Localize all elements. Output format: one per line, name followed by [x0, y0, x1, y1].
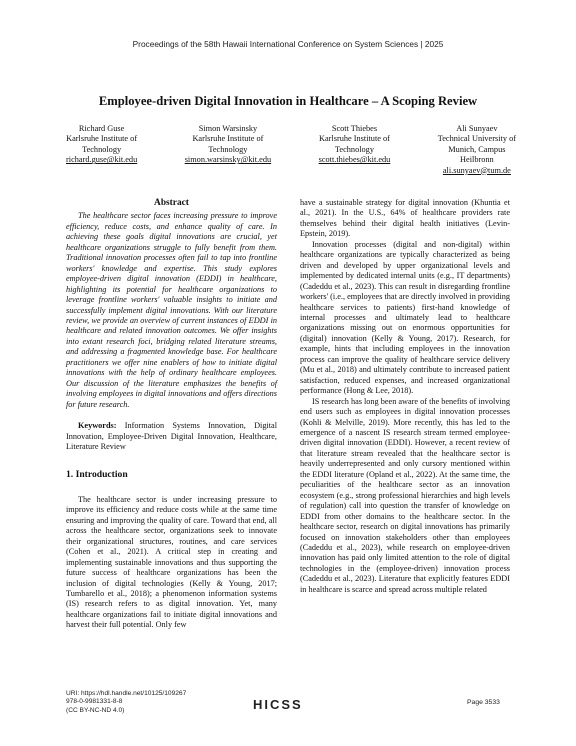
- hicss-logo: HICSS: [253, 697, 303, 712]
- author-name: Scott Thiebes: [331, 124, 378, 133]
- author: [185, 124, 271, 176]
- author-email-link[interactable]: simon.warsinsky@kit.edu: [184, 155, 272, 165]
- author-name: Ali Sunyaev: [456, 124, 498, 133]
- paragraph: The healthcare sector is under increasing pressure to improve its efficiency and reduce costs while at the same time ensuring and improving the quality of care. Toward that end, all across the healthcare sector, organizations seek to innovate their organizational structures, routines, and care services (Cohen et al., 2021). A critical step in creating and implementing sustainable innovations and thus supporting the future success of healthcare organizations has been the inclusion of digital technologies (Kelly & Young, 2017; Tumbarello et al., 2018); a phenomenon information systems (IS) research refers to as digital innovation. Yet, many healthcare organizations fail to initiate digital innovations and harvest their full potential. Only few: [66, 494, 277, 630]
- paragraph: IS research has long been aware of the benefits of involving end users such as employees in digital innovation processes (Kohli & Melville, 2019). More recently, this has led to the emergence of a nascent IS research stream termed employee-driven digital innovation (EDDI). However, a recent review of that literature stream revealed that the healthcare sector is heavily underrepresented and only cursory mentioned within the EDDI literature (Opland et al., 2022). At the same time, the peculiarities of the healthcare sector as an innovation ecosystem (e.g., strong professional hierarchies and high levels of regulation) call into question the transfer of knowledge on EDDI from other domains to the healthcare sector. In the healthcare sector, research on digital innovations has primarily focused on innovation stakeholders other than employees (Cadeddu et al., 2023), while research on employee-driven innovation has paid only limited attention to the role of digital technologies in the (employee-driven) innovation process (Cadeddu et al., 2023). Literature that explicitly features EDDI in healthcare is scarce and spread across multiple related: [300, 396, 510, 594]
- author-affiliation: Technology: [208, 144, 248, 154]
- author-affiliation: Technology: [82, 144, 122, 154]
- author: [66, 124, 137, 176]
- keywords-text: Information Systems Innovation, Digital Innovation, Employee-Driven Digital Innovation, Healthcare, Literature Review: [66, 421, 277, 451]
- author: [438, 124, 516, 176]
- author-affiliation: Technology: [334, 144, 374, 154]
- page-number: Page 3533: [467, 699, 500, 706]
- author-email-link[interactable]: richard.guse@kit.edu: [66, 155, 138, 165]
- left-column: [66, 198, 277, 631]
- conference-header: Proceedings of the 58th Hawaii International Conference on System Sciences | 2025: [132, 39, 444, 49]
- section-heading-introduction: 1. Introduction: [66, 469, 128, 481]
- author-affiliation: Karlsruhe Institute of: [192, 134, 264, 144]
- keywords: [66, 421, 277, 452]
- right-column: [300, 198, 510, 595]
- author-affiliation: Technical University of: [437, 134, 516, 144]
- author-block: [66, 124, 516, 176]
- abstract-heading: Abstract: [154, 198, 189, 208]
- author: [319, 124, 391, 176]
- keywords-label: Keywords:: [78, 421, 117, 431]
- footer-license: (CC BY-NC-ND 4.0): [66, 706, 125, 714]
- abstract-text: The healthcare sector faces increasing pressure to improve efficiency, reduce costs, and enhance quality of care. In achieving these goals digital innovations are crucial, yet healthcare organizations struggle to fully benefit from them. Traditional innovation processes often fail to tap into frontline workers' knowledge and expertise. This study explores employee-driven digital innovation (EDDI) in healthcare, highlighting its potential for healthcare organizations to leverage frontline workers' valuable insights to initiate and successfully implement digital innovations. With our literature review, we provide an overview of current instances of EDDI in healthcare and related innovation outcomes. We offer insights into extant research foci, bridging related literature streams, and addressing a fragmented knowledge base. For healthcare practitioners we offer nine enablers of how to initiate digital innovations with the help of ordinary healthcare employees. Our discussion of the literature emphasizes the benefits of involving employees in digital innovations and offers directions for future research.: [66, 211, 277, 409]
- author-email-link[interactable]: scott.thiebes@kit.edu: [318, 155, 391, 165]
- footer-uri[interactable]: URI: https://hdl.handle.net/10125/109267: [66, 690, 187, 697]
- footer-isbn: 978-0-9981331-8-8: [66, 698, 123, 706]
- author-affiliation: Karlsruhe Institute of: [318, 134, 390, 144]
- author-name: Simon Warsinsky: [198, 124, 258, 133]
- author-email-link[interactable]: ali.sunyaev@tum.de: [442, 165, 511, 175]
- paragraph: have a sustainable strategy for digital innovation (Khuntia et al., 2021). In the U.S., 64% of healthcare providers rate themselves behind their digital health initiatives (Levin-Epstein, 2019).: [300, 198, 510, 239]
- footer-identifiers: [66, 690, 186, 715]
- author-name: Richard Guse: [78, 124, 125, 133]
- paragraph: Innovation processes (digital and non-digital) within healthcare organizations are typically characterized as being driven and developed by upper organizational levels and implemented by dedicated internal units (e.g., IT departments) (Cadeddu et al., 2023). This can result in disregarding frontline workers' (i.e., employees that are directly involved in providing healthcare services to patients) first-hand knowledge of internal processes and ultimately lead to healthcare organizations missing out on enormous opportunities for (digital) innovation (Kelly & Young, 2017). Research, for example, hints that including employees in the innovation process can improve the quality of healthcare service delivery (Mu et al., 2018) and ultimately contribute to increased patient satisfaction, reduced expenses, and increased organizational performance (Hong & Lee, 2018).: [300, 239, 510, 396]
- author-affiliation: Heilbronn: [460, 155, 494, 165]
- author-affiliation: Karlsruhe Institute of: [66, 134, 138, 144]
- author-affiliation: Munich, Campus: [448, 144, 506, 154]
- paper-title: Employee-driven Digital Innovation in Healthcare – A Scoping Review: [98, 94, 478, 108]
